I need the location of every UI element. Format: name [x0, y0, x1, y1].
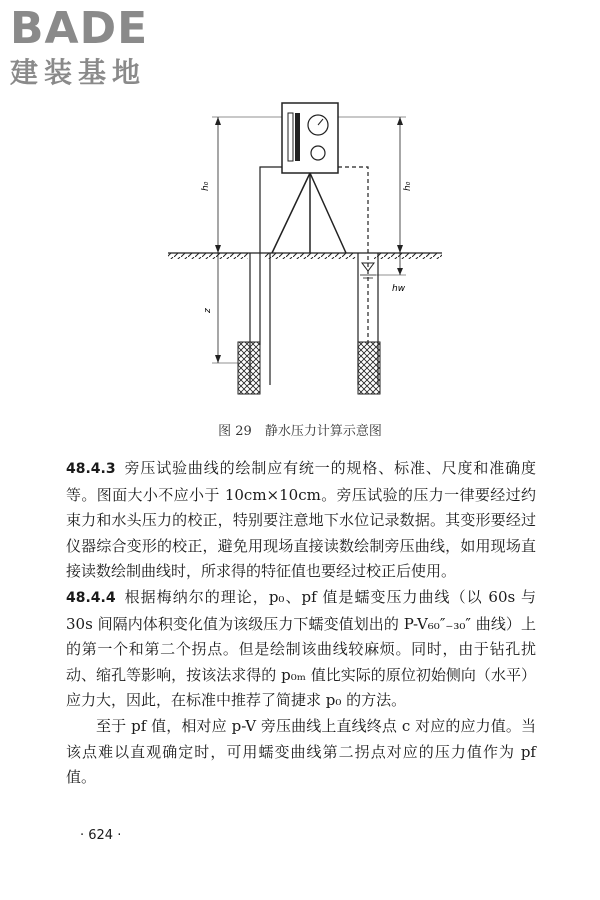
label-z: z	[203, 308, 213, 313]
page-number: · 624 ·	[80, 828, 122, 843]
paragraph-pf	[66, 714, 536, 791]
label-h0-right: h₀	[403, 181, 413, 191]
section-number: 48.4.3	[66, 461, 116, 477]
pressure-diagram-svg	[160, 95, 450, 415]
logo-subtitle: 建装基地	[10, 56, 147, 89]
dial-icon	[311, 146, 325, 160]
paragraph-text: 至于 pf 值，相对应 p-V 旁压曲线上直线终点 c 对应的应力值。当该点难以直观确定时，可用蠕变曲线第二拐点对应的压力值作为 pf 值。	[66, 716, 536, 787]
right-probe	[358, 342, 380, 394]
paragraph-text: 根据梅纳尔的理论，p₀、pf 值是蠕变压力曲线（以 60s 与 30s 间隔内体积变化值为该级压力下蠕变值划出的 P-V₆₀″₋₃₀″ 曲线）上的第一个和第二个拐点。但是绘制该曲线较麻烦。同时，由于钻孔扰动、缩孔等影响，按该法求得的 p₀ₘ 值比实际的原位初始侧向（水平）应力大，因此，在标准中推荐了简捷求 p₀ 的方法。	[66, 587, 536, 710]
label-h0-left: h₀	[201, 181, 211, 191]
logo	[8, 4, 183, 96]
logo-brand: BADE	[10, 3, 149, 54]
label-hw: hw	[392, 284, 406, 294]
paragraph-48-4-4	[66, 585, 536, 714]
section-number: 48.4.4	[66, 589, 116, 606]
left-probe	[238, 342, 260, 394]
paragraph-text: 旁压试验曲线的绘制应有统一的规格、标准、尺度和准确度等。图面大小不应小于 10cm×10cm。旁压试验的压力一律要经过约束力和水头压力的校正，特别要注意地下水位记录数据。其变形要经过仪器综合变形的校正，避免用现场直接读数绘制旁压曲线，如用现场直接读数绘制曲线时，所求得的特征值也要经过校正后使用。	[66, 459, 536, 581]
paragraph-48-4-3	[66, 456, 536, 585]
body-text	[66, 456, 536, 791]
pressure-diagram	[160, 95, 450, 415]
figure-caption: 图 29 静水压力计算示意图	[218, 424, 382, 439]
